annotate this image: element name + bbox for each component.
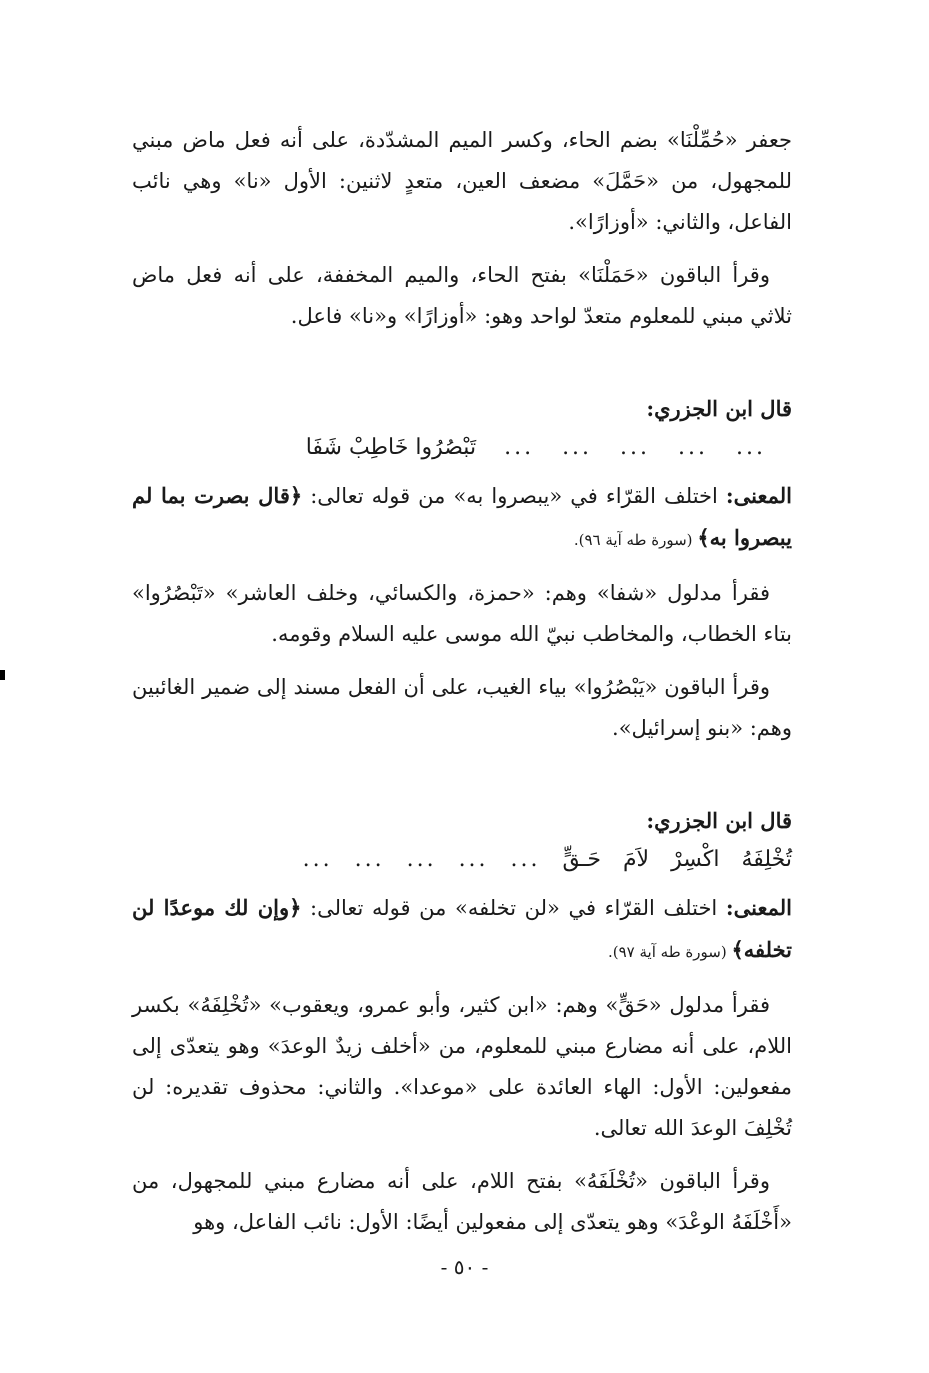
paragraph-text: وقرأ الباقون «يَبْصُرُوا» بياء الغيب، على أن الفعل مسند إلى ضمير الغائبين وهم: «بنو إسرائيل». [132,675,792,740]
section-heading: قال ابن الجزري: [646,808,792,833]
paragraph-text: فقرأ مدلول «حَقٍّ» وهم: «ابن كثير، وأبو عمرو، ويعقوب» «تُخْلِفَهُ» بكسر اللام، على أنه مضارع مبني للمعلوم، من «أخلف زيدٌ الوعدَ» وهو يتعدّى إلى مفعولين: الأول: الهاء العائدة على «موعدا». والثاني: محذوف تقديره: لن تُخْلِفَ الوعدَ الله تعالى. [132,993,792,1140]
verse-line [132,429,792,467]
verse-fragment: ... [458,847,489,872]
verse-fragment: اكْسِرْ [671,847,720,872]
meaning-text: اختلف القرّاء في «لن تخلفه» من قوله تعالى: [301,896,726,920]
verse-fragment: حَـقٍّ [562,847,601,872]
verse-fragment: ... [736,435,766,460]
verse-fragment: ... [302,847,333,872]
scan-edge-mark [0,670,5,680]
section-heading: قال ابن الجزري: [646,396,792,421]
verse-fragment: ... [354,847,385,872]
paragraph: جعفر «حُمِّلْنَا» بضم الحاء، وكسر الميم المشدّدة، على أنه فعل ماض مبني للمجهول، من «حَمَّلَ» مضعف العين، متعدٍ لاثنين: الأول «نا» وهي نائب الفاعل، والثاني: «أوزارًا». [132,128,792,234]
paragraph-text: وقرأ الباقون «تُخْلَفَهُ» بفتح اللام، على أنه مضارع مبني للمجهول، من «أَخْلَفَهُ الوعْدَ» وهو يتعدّى إلى مفعولين أيضًا: الأول: نائب الفاعل، وهو [132,1169,792,1234]
verse-fragment: ... [510,847,541,872]
meaning-label: المعنى: [725,483,793,508]
meaning-paragraph [132,475,792,561]
meaning-text: اختلف القرّاء في «يبصروا به» من قوله تعالى: [302,484,726,508]
paragraph [132,573,792,655]
quran-quote: ﴿قال بصرت بما لم يبصروا به﴾ [132,483,792,550]
meaning-label: المعنى: [725,895,792,920]
quran-quote: ﴿وإن لك موعدًا لن تخلفه﴾ [132,895,792,962]
paragraph [132,255,792,337]
meaning-paragraph [132,887,792,973]
verse-fragment: ... [504,435,535,460]
surah-reference: (سورة طه آية ٩٧). [607,943,732,961]
paragraph [132,667,792,749]
verse-line [132,841,792,879]
verse-fragment: ... [678,435,709,460]
paragraph [132,1161,792,1243]
page-number: - ٥٠ - [440,1255,489,1279]
verse-fragment: لاَمَ [622,847,650,872]
paragraph [132,985,792,1149]
verse-fragment: تَبْصُرُوا خَاطِبْ شَفَا [305,435,477,460]
verse-fragment: ... [406,847,437,872]
surah-reference: (سورة طه آية ٩٦). [573,531,698,549]
verse-fragment: ... [562,435,593,460]
verse-fragment: ... [620,435,651,460]
page-body [132,120,792,1255]
verse-fragment: تُخْلِفَهُ [741,847,792,872]
paragraph-text: وقرأ الباقون «حَمَلْنَا» بفتح الحاء، والميم المخففة، على أنه فعل ماض ثلاثي مبني للمعلوم متعدّ لواحد وهو: «أوزارًا» و«نا» فاعل. [132,263,792,328]
paragraph-text: فقرأ مدلول «شفا» وهم: «حمزة، والكسائي، وخلف العاشر» «تَبْصُرُوا» بتاء الخطاب، والمخاطب نبيّ الله موسى عليه السلام وقومه. [132,581,792,646]
